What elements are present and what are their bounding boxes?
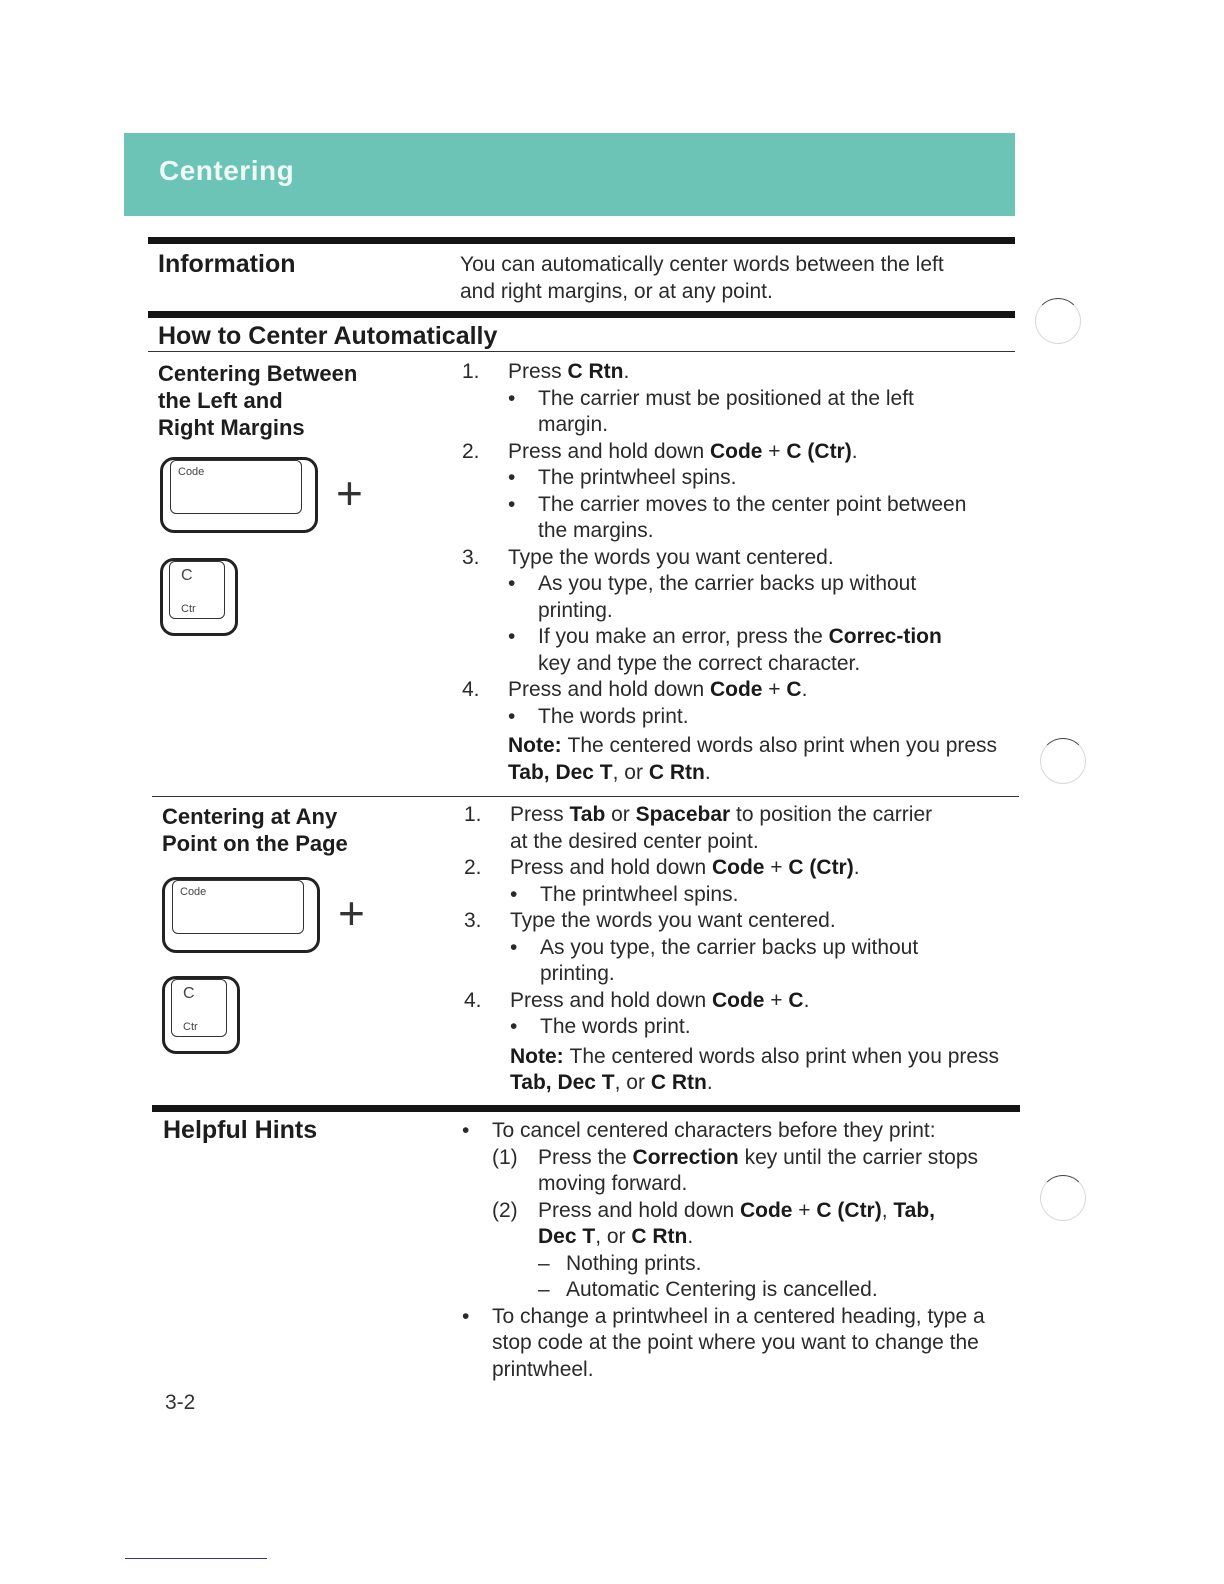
list-item: • As you type, the carrier backs up without printing. (510, 935, 919, 985)
binder-hole (1035, 298, 1081, 344)
divider (152, 1105, 1020, 1112)
list-item: – Nothing prints. (538, 1251, 702, 1275)
binder-hole (1040, 1175, 1086, 1221)
list-item: – Automatic Centering is cancelled. (538, 1278, 878, 1301)
information-text: You can automatically center words between the left and right margins, or at any point. (460, 253, 944, 303)
plus-sign: + (338, 887, 365, 939)
code-key: Code (160, 457, 318, 533)
helpful-hints-heading: Helpful Hints (163, 1116, 318, 1144)
c-key: C Ctr (160, 558, 238, 636)
how-to-heading: How to Center Automatically (158, 322, 498, 350)
centering-any-point-heading: Centering at Any Point on the Page (162, 804, 348, 856)
list-item: • To cancel centered characters before they print: (462, 1119, 936, 1142)
divider (148, 351, 1015, 352)
divider (152, 796, 1019, 797)
list-item: • The words print. (510, 1015, 691, 1038)
list-item: • As you type, the carrier backs up without printing. (508, 572, 917, 622)
list-item: • The carrier moves to the center point between the margins. (508, 492, 967, 542)
list-item: 3. Type the words you want centered. (464, 909, 836, 932)
list-item: • The printwheel spins. (508, 466, 737, 489)
list-item: 1. Press C Rtn. (462, 360, 630, 383)
list-item: • If you make an error, press the Correc-tion key and type the correct character. (508, 625, 942, 675)
list-item: 2. Press and hold down Code + C (Ctr). (462, 439, 858, 463)
list-item: 4. Press and hold down Code + C. (462, 678, 808, 701)
plus-sign: + (336, 467, 363, 519)
page-number: 3-2 (165, 1391, 196, 1414)
list-item: • The words print. (508, 704, 689, 728)
list-item: • The printwheel spins. (510, 882, 739, 906)
list-item: (2) Press and hold down Code + C (Ctr), Tab, Dec T, or C Rtn. (492, 1198, 936, 1248)
page-title: Centering (159, 155, 295, 186)
list-item: 2. Press and hold down Code + C (Ctr). (464, 856, 860, 879)
divider (148, 311, 1015, 318)
centering-between-steps (462, 359, 1010, 786)
header-banner (124, 133, 1015, 216)
list-item: • To change a printwheel in a centered heading, type a stop code at the point where you want to change the printwheel. (462, 1304, 985, 1381)
list-item: 1. Press Tab or Spacebar to position the carrier at the desired center point. (464, 803, 933, 853)
list-item: 4. Press and hold down Code + C. (464, 988, 810, 1012)
code-key: Code (162, 877, 320, 953)
note: Note: The centered words also print when you press Tab, Dec T, or C Rtn. (508, 734, 998, 784)
list-item: 3. Type the words you want centered. (462, 545, 834, 569)
helpful-hints-list (462, 1118, 1010, 1383)
footer-line (125, 1558, 267, 1559)
note: Note: The centered words also print when you press Tab, Dec T, or C Rtn. (510, 1044, 1000, 1094)
c-key: C Ctr (162, 976, 240, 1054)
information-heading: Information (158, 250, 296, 278)
list-item: (1) Press the Correction key until the carrier stops moving forward. (492, 1145, 978, 1195)
centering-between-heading: Centering Between the Left and Right Margins (158, 361, 358, 440)
centering-any-point-steps (464, 802, 1012, 1097)
divider (148, 237, 1015, 244)
list-item: • The carrier must be positioned at the left margin. (508, 386, 914, 436)
binder-hole (1040, 738, 1086, 784)
